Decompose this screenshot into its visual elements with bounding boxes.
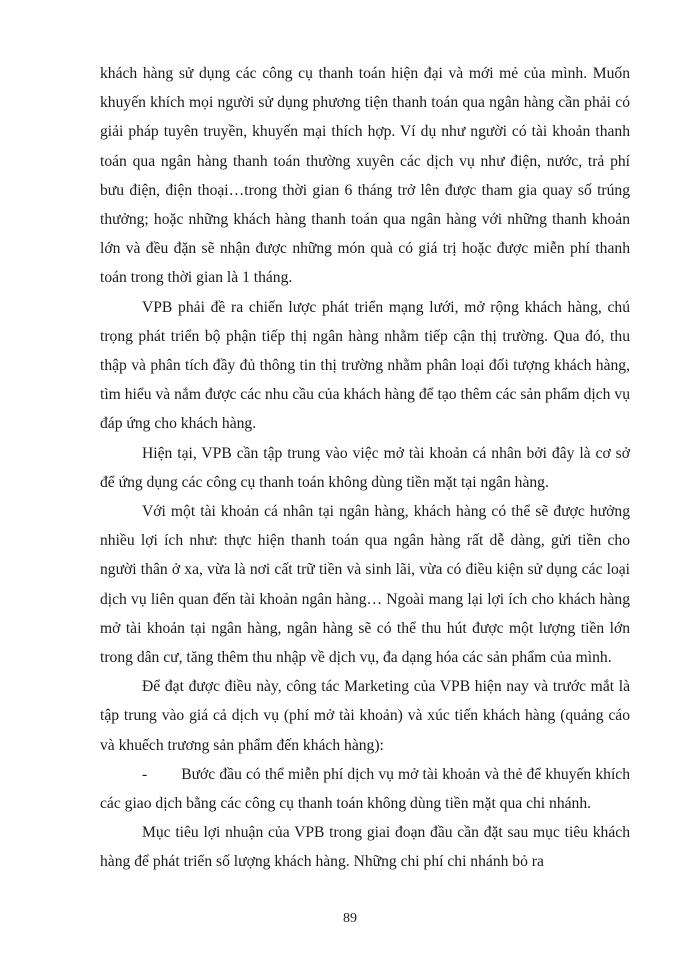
bullet-text: Bước đầu có thể miễn phí dịch vụ mở tài khoản và thẻ để khuyến khích các giao dịch bằng các công cụ thanh toán không dùng tiền mặt qua chi nhánh.: [100, 765, 630, 813]
body-text: [100, 59, 630, 877]
page-number: 89: [343, 911, 357, 926]
paragraph-4: Với một tài khoản cá nhân tại ngân hàng, khách hàng có thể sẽ được hưởng nhiều lợi ích như: thực hiện thanh toán qua ngân hàng rất dễ dàng, gửi tiền cho người thân ở xa, vừa là nơi cất trữ tiền và sinh lãi, vừa có điều kiện sử dụng các loại dịch vụ liên quan đến tài khoản ngân hàng… Ngoài mang lại lợi ích cho khách hàng mở tài khoản tại ngân hàng, ngân hàng sẽ có thể thu hút được một lượng tiền lớn trong dân cư, tăng thêm thu nhập về dịch vụ, đa dạng hóa các sản phẩm của mình.: [100, 503, 630, 667]
paragraph-3: Hiện tại, VPB cần tập trung vào việc mở tài khoản cá nhân bởi đây là cơ sở để ứng dụng các công cụ thanh toán không dùng tiền mặt tại ngân hàng.: [100, 444, 630, 491]
paragraph-5: Để đạt được điều này, công tác Marketing của VPB hiện nay và trước mắt là tập trung vào giá cả dịch vụ (phí mở tài khoản) và xúc tiến khách hàng (quảng cáo và khuếch trương sản phẩm đến khách hàng):: [100, 678, 630, 754]
closing-paragraph: Mục tiêu lợi nhuận của VPB trong giai đoạn đầu cần đặt sau mục tiêu khách hàng để phát triển số lượng khách hàng. Những chi phí chi nhánh bỏ ra: [100, 824, 630, 871]
paragraph-1: khách hàng sử dụng các công cụ thanh toán hiện đại và mới mẻ của mình. Muốn khuyến khích mọi người sử dụng phương tiện thanh toán qua ngân hàng cần phải có giải pháp tuyên truyền, khuyến mại thích hợp. Ví dụ như người có tài khoản thanh toán qua ngân hàng thanh toán thường xuyên các dịch vụ như điện, nước, trả phí bưu điện, điện thoại…trong thời gian 6 tháng trở lên được tham gia quay số trúng thưởng; hoặc những khách hàng thanh toán qua ngân hàng với những thanh khoản lớn và đều đặn sẽ nhận được những món quà có giá trị hoặc được miễn phí thanh toán trong thời gian là 1 tháng.: [100, 65, 630, 287]
paragraph-2: VPB phải đề ra chiến lược phát triển mạng lưới, mở rộng khách hàng, chú trọng phát triển bộ phận tiếp thị ngân hàng nhằm tiếp cận thị trường. Qua đó, thu thập và phân tích đầy đủ thông tin thị trường nhằm phân loại đối tượng khách hàng, tìm hiểu và nắm được các nhu cầu của khách hàng để tạo thêm các sản phẩm dịch vụ đáp ứng cho khách hàng.: [100, 298, 630, 433]
bullet-marker: -: [142, 765, 148, 783]
bullet-item: [100, 760, 630, 818]
